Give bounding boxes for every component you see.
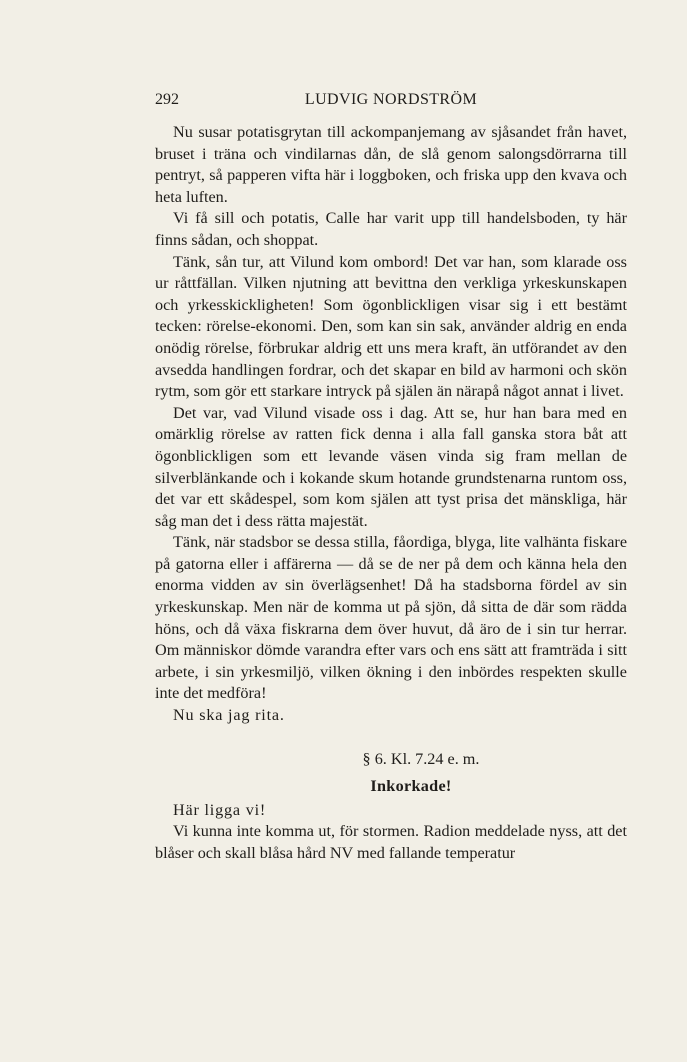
paragraph: Vi få sill och potatis, Calle har varit upp till handelsboden, ty här finns sådan, och shoppat. bbox=[155, 209, 627, 249]
page-number: 292 bbox=[155, 91, 179, 108]
section-subheading: Inkorkade! bbox=[370, 777, 452, 796]
paragraph: Vi kunna inte komma ut, för stormen. Radion meddelade nyss, att det blåser och skall blåsa hård NV med fallande temperatur bbox=[155, 822, 627, 862]
paragraph: Det var, vad Vilund visade oss i dag. Att se, hur han bara med en omärklig rörelse av ratten fick denna i alla fall ganska stora båt att ögonblickligen som ett levande väsen vinda sig fram mellan de silverblänkande och i kokande skum hotande grundstenarna runtom oss, det var ett skådespel, som kom själen att tyst prisa det mänskliga, här såg man det i dess rätta majestät. bbox=[155, 403, 627, 530]
paragraph: Nu susar potatisgrytan till ackompanjemang av sjåsandet från havet, bruset i träna och vindilarnas dån, de slå genom salongsdörrarna till pentryt, så papperen vifta här i loggboken, och friska upp den kvava och heta luften. bbox=[155, 123, 627, 206]
paragraph: Tänk, när stadsbor se dessa stilla, fåordiga, blyga, lite valhänta fiskare på gatorna eller i affärerna — då se de ner på dem och känna hela den enorma vidden av sin överlägsenhet! Då ha stadsborna fördel av sin yrkeskunskap. Men när de komma ut på sjön, då sitta de där som rädda höns, och då växa fiskrarna dem över huvut, då äro de i sin tur herrar. Om människor dömde varandra efter vars och ens sätt att framträda i sitt arbete, i sin yrkesmiljö, vilken ökning i den inbördes respekten skulle inte det medföra! bbox=[155, 533, 628, 703]
paragraph: Här ligga vi! bbox=[173, 800, 267, 819]
body-text bbox=[155, 122, 627, 865]
paragraph: Nu ska jag rita. bbox=[173, 706, 285, 725]
page-header bbox=[155, 91, 627, 111]
section-heading: § 6. Kl. 7.24 e. m. bbox=[362, 749, 480, 768]
running-title: LUDVIG NORDSTRÖM bbox=[304, 91, 478, 108]
paragraph: Tänk, sån tur, att Vilund kom ombord! Det var han, som klarade oss ur råttfällan. Vilken njutning att bevittna den verkliga yrkeskunskapen och yrkesskickligheten! Som ögonblickligen visar sig i ett bestämt tecken: rörelse-ekonomi. Den, som kan sin sak, använder aldrig en enda onödig rörelse, förbrukar aldrig ett uns mera kraft, än utförandet av den avsedda handlingen fordrar, och det skapar en bild av harmoni och skön rytm, som gör ett starkare intryck på själen än närapå något annat i livet. bbox=[155, 252, 627, 401]
